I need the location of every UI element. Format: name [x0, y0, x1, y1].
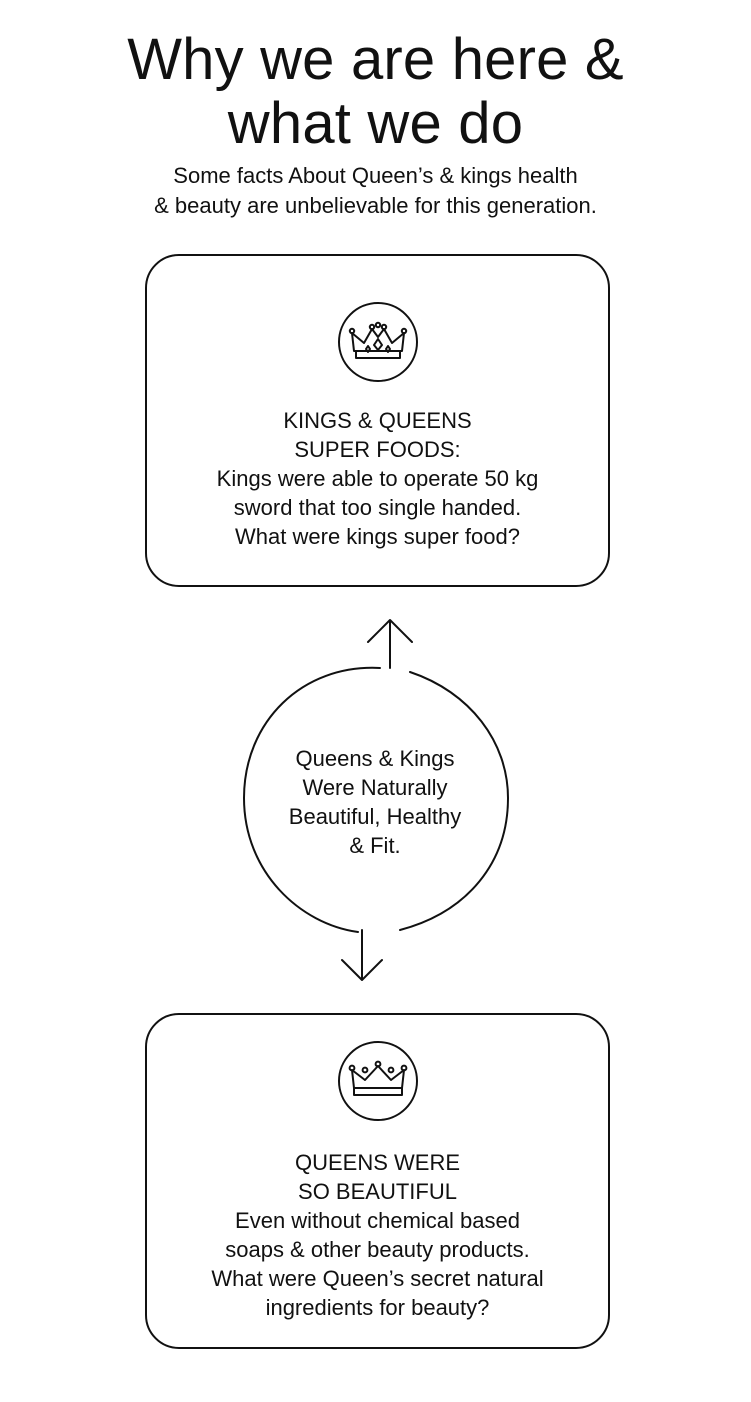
queens-beauty-body-2: soaps & other beauty products. — [225, 1237, 530, 1262]
super-foods-body-3: What were kings super food? — [235, 524, 520, 549]
queens-beauty-card — [145, 1013, 610, 1349]
cycle-center-text — [250, 744, 500, 860]
center-line-1: Queens & Kings — [295, 746, 455, 771]
queens-beauty-heading-1: QUEENS WERE — [294, 1150, 461, 1175]
crown-icon — [348, 1060, 408, 1102]
title-line-2: what we do — [227, 91, 524, 156]
subtitle-line-1: Some facts About Queen’s & kings health — [173, 163, 578, 188]
center-line-2: Were Naturally — [302, 775, 448, 800]
queens-beauty-body-4: ingredients for beauty? — [265, 1295, 490, 1320]
subtitle-line-2: & beauty are unbelievable for this generation. — [154, 193, 597, 218]
super-foods-text — [147, 406, 608, 551]
center-line-4: & Fit. — [349, 833, 401, 858]
up-arrow-icon — [368, 620, 412, 668]
page-title — [0, 28, 751, 156]
super-foods-heading-2: SUPER FOODS: — [294, 437, 461, 462]
super-foods-body-2: sword that too single handed. — [233, 495, 522, 520]
queens-beauty-text — [147, 1148, 608, 1322]
crown-icon — [348, 321, 408, 363]
queens-beauty-body-3: What were Queen’s secret natural — [211, 1266, 544, 1291]
down-arrow-icon — [342, 930, 382, 980]
title-line-1: Why we are here & — [127, 27, 624, 92]
super-foods-body-1: Kings were able to operate 50 kg — [216, 466, 539, 491]
super-foods-card — [145, 254, 610, 587]
queens-beauty-heading-2: SO BEAUTIFUL — [298, 1179, 457, 1204]
center-line-3: Beautiful, Healthy — [288, 804, 462, 829]
crown-icon-badge — [338, 1041, 418, 1121]
crown-icon-badge — [338, 302, 418, 382]
super-foods-heading-1: KINGS & QUEENS — [283, 408, 472, 433]
page-subtitle — [0, 161, 751, 221]
queens-beauty-body-1: Even without chemical based — [235, 1208, 520, 1233]
